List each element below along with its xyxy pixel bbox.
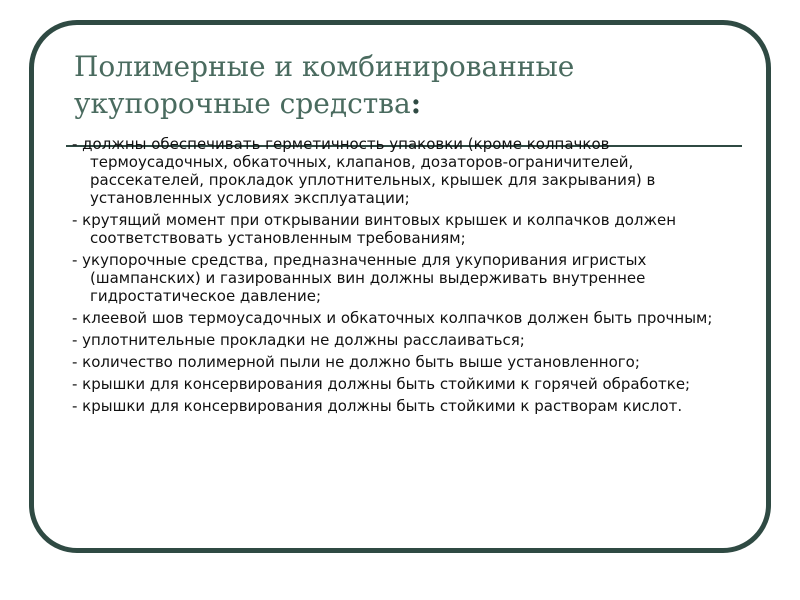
list-item: - крышки для консервирования должны быть стойкими к горячей обработке; [72, 375, 691, 393]
list-item: - крутящий момент при открывании винтовых крышек и колпачков должен соответствовать установленным требованиям; [72, 211, 677, 247]
slide-title-text: Полимерные и комбинированные укупорочные средства [74, 50, 575, 120]
list-item: - укупорочные средства, предназначенные для укупоривания игристых (шампанских) и газированных вин должны выдерживать внутреннее гидростатическое давление; [72, 251, 647, 305]
list-item: - количество полимерной пыли не должно быть выше установленного; [72, 353, 640, 371]
slide-title [74, 48, 754, 122]
list-item: - клеевой шов термоусадочных и обкаточных колпачков должен быть прочным; [72, 309, 713, 327]
slide-title-colon: : [410, 87, 422, 120]
list-item: - должны обеспечивать герметичность упаковки (кроме колпачков термоусадочных, обкаточных, клапанов, дозаторов-ограничителей, рассекателей, прокладок уплотнительных, крышек для закрывания) в установленных условиях эксплуатации; [72, 135, 656, 207]
list-item: - крышки для консервирования должны быть стойкими к растворам кислот. [72, 397, 683, 415]
requirements-list [72, 135, 732, 419]
list-item: - уплотнительные прокладки не должны расслаиваться; [72, 331, 525, 349]
